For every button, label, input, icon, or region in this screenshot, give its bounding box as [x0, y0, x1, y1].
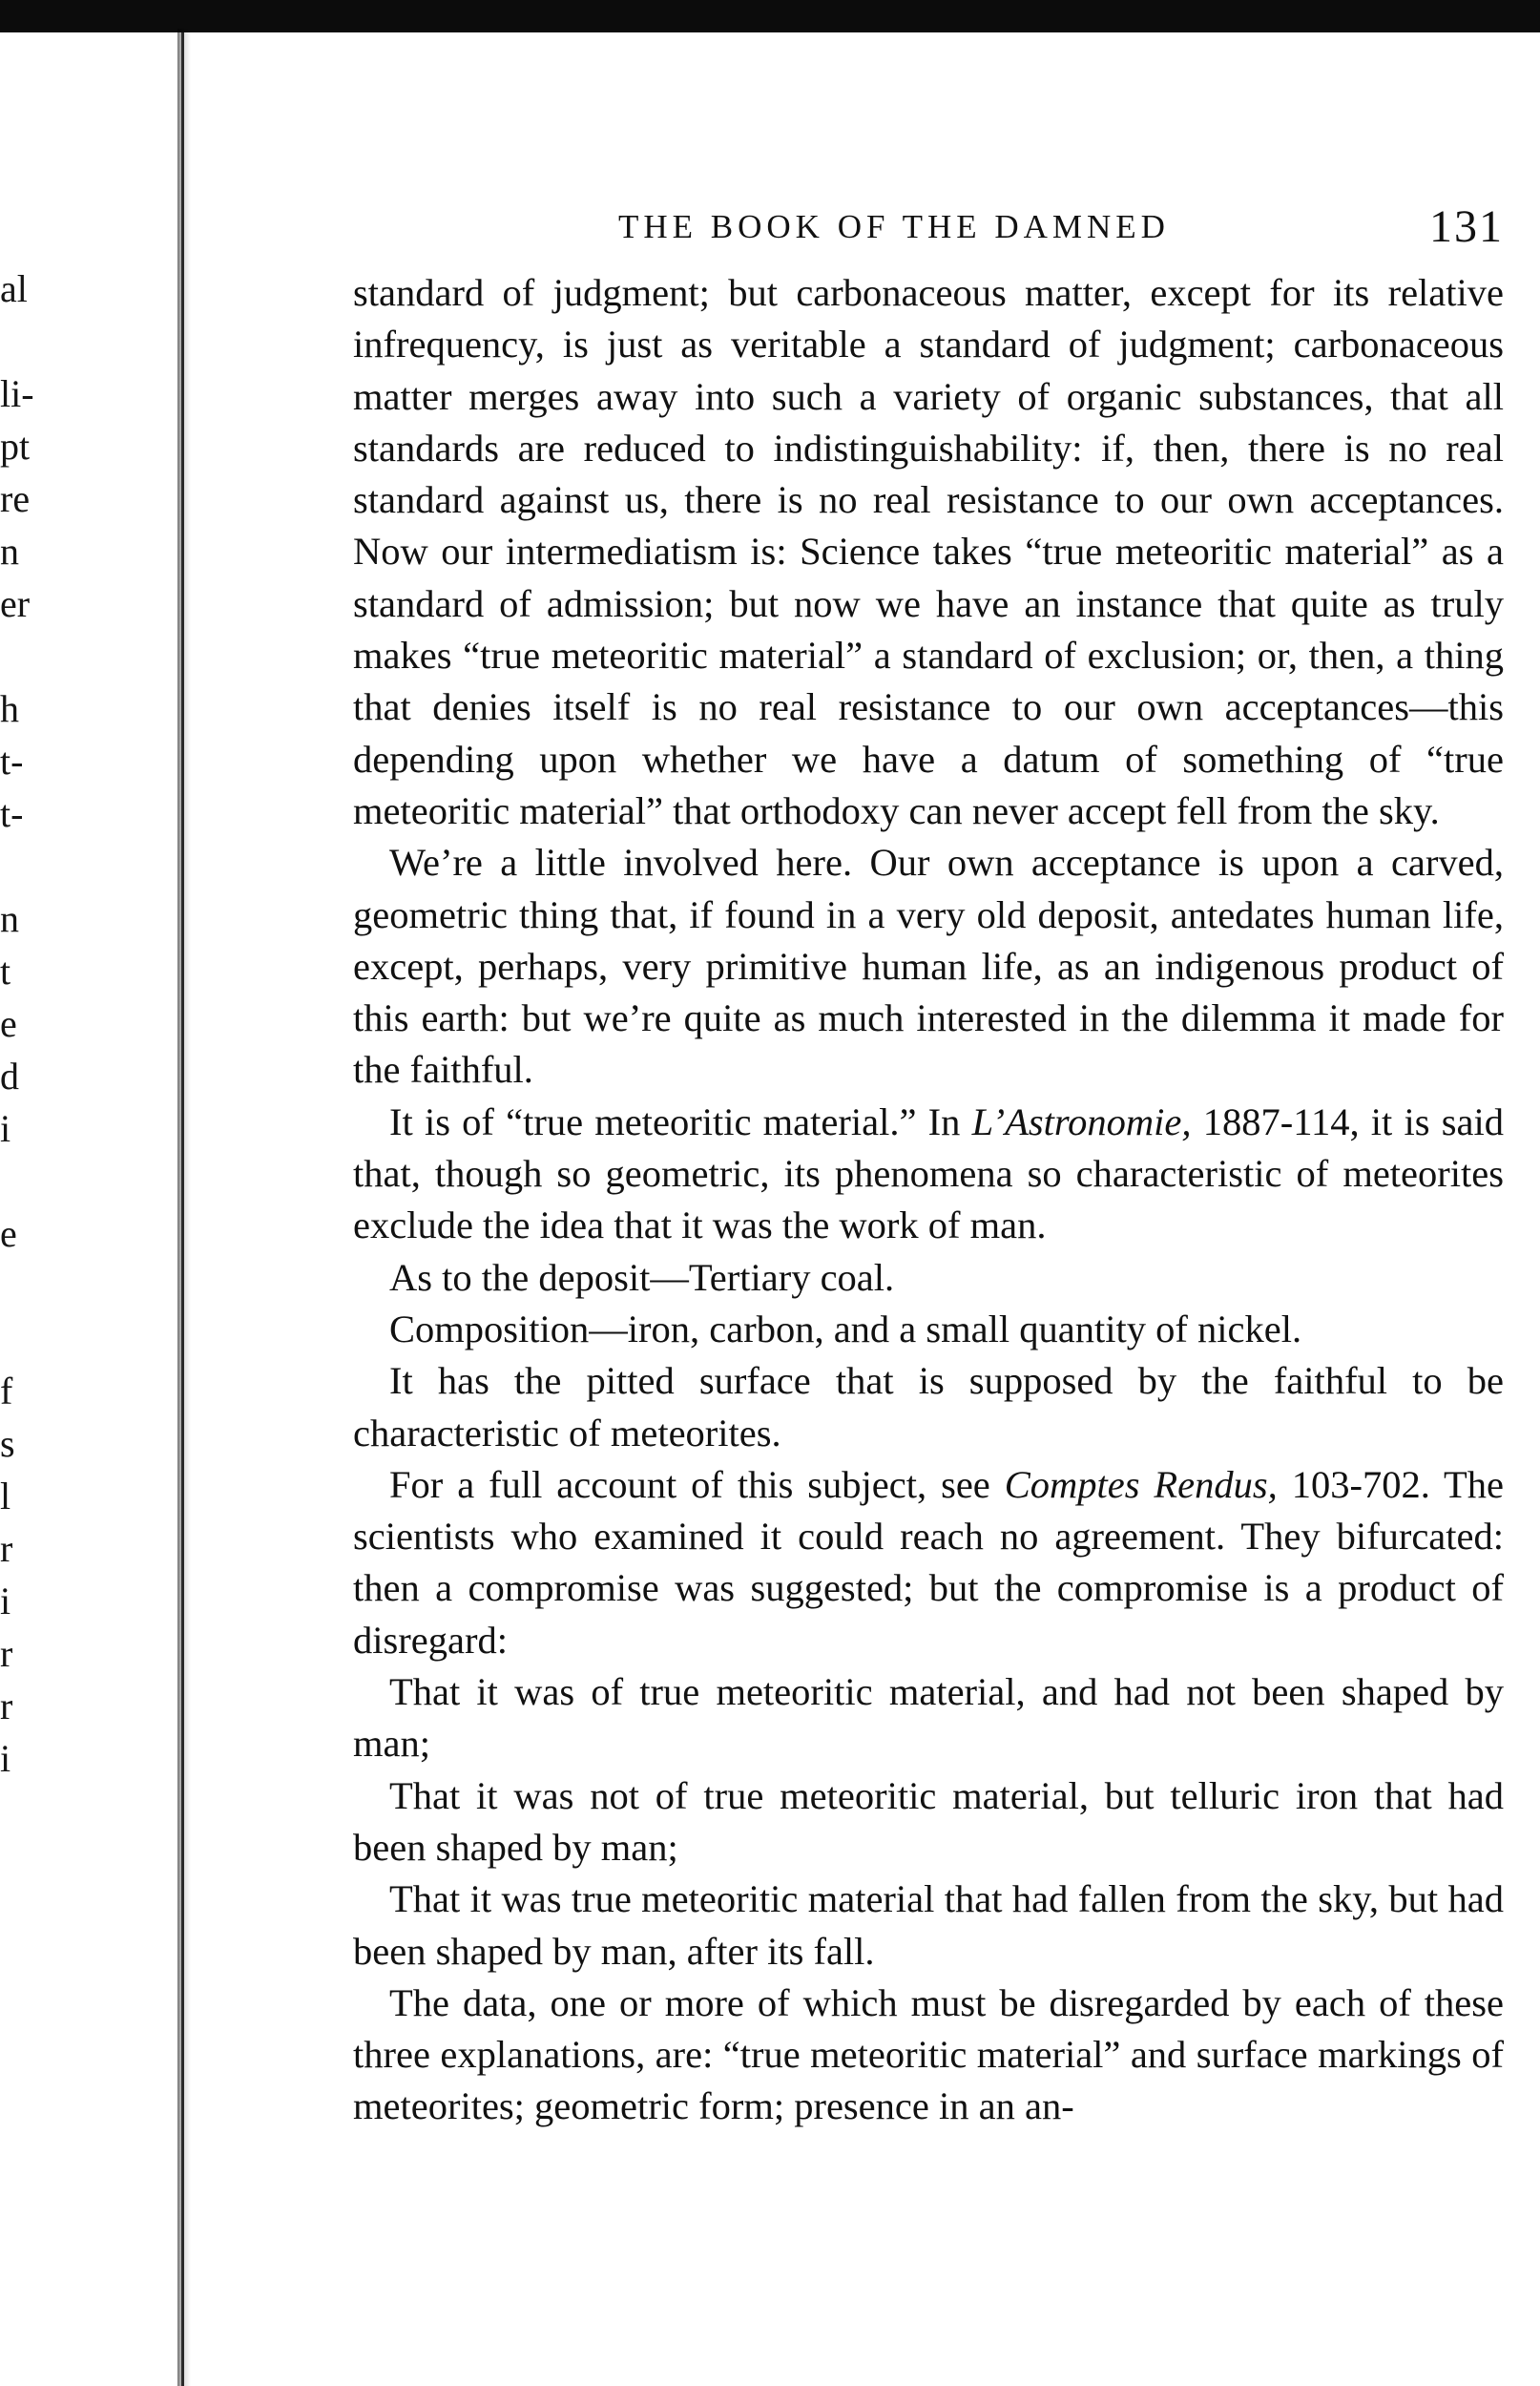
paragraph	[353, 1666, 1504, 1770]
paragraph-text: 103-702. The scientists who examined it could reach no agreement. They bifurcated: then a compromise was suggested; but the compromise is a product of disregard:	[353, 1462, 1504, 1662]
facing-page-fragment: al	[0, 267, 28, 310]
facing-page-fragment: r	[0, 1685, 13, 1727]
page-number: 131	[1429, 201, 1504, 252]
paragraph-text: As to the deposit—Tertiary coal.	[389, 1255, 895, 1299]
facing-page-fragment: li-	[0, 372, 34, 415]
body-text	[353, 267, 1504, 2133]
italic-citation: L’Astronomie,	[971, 1099, 1192, 1143]
facing-page-fragment: i	[0, 1580, 11, 1622]
facing-page-fragment: er	[0, 582, 31, 625]
book-gutter-shadow	[177, 29, 191, 2386]
paragraph	[353, 1097, 1504, 1252]
paragraph	[353, 1252, 1504, 1304]
paragraph	[353, 1304, 1504, 1355]
paragraph-text: That it was of true meteoritic material, and had not been shaped by man;	[353, 1670, 1504, 1766]
paragraph	[353, 1873, 1504, 1978]
scan-top-band	[0, 0, 1540, 32]
facing-page-fragment: n	[0, 530, 19, 573]
facing-page-edge	[0, 0, 177, 2386]
paragraph	[353, 267, 1504, 837]
paragraph	[353, 1459, 1504, 1666]
paragraph-text: The data, one or more of which must be disregarded by each of these three explanations, are: “true meteoritic material” and surface markings of meteorites; geometric form; presence in an an-	[353, 1980, 1504, 2128]
facing-page-fragment: re	[0, 477, 31, 520]
facing-page-fragment: r	[0, 1632, 13, 1675]
paragraph-text: We’re a little involved here. Our own acceptance is upon a carved, geometric thing that, if found in a very old deposit, antedates human life, except, perhaps, very primitive human life, as an indigenous product of this earth: but we’re quite as much interested in the dilemma it made for the faithful.	[353, 841, 1504, 1092]
facing-page-fragment: h	[0, 687, 19, 730]
paragraph-text: That it was not of true meteoritic material, but telluric iron that had been shaped by man;	[353, 1773, 1504, 1869]
running-head	[353, 200, 1504, 258]
paragraph	[353, 1770, 1504, 1874]
facing-page-fragment: e	[0, 1212, 17, 1255]
facing-page-fragment: e	[0, 1002, 17, 1045]
paragraph-text: For a full account of this subject, see	[389, 1462, 1005, 1506]
facing-page-fragment: t	[0, 950, 11, 993]
facing-page-fragment: l	[0, 1475, 11, 1517]
facing-page-fragment: s	[0, 1422, 15, 1465]
paragraph	[353, 837, 1504, 1096]
italic-citation: Comptes Rendus,	[1004, 1462, 1278, 1506]
facing-page-fragment: d	[0, 1055, 19, 1098]
facing-page-fragment: r	[0, 1527, 13, 1570]
paragraph-text: 1887-114, it is said that, though so geometric, its phenomena so characteristic of meteorites exclude the idea that it was the work of man.	[353, 1099, 1504, 1247]
paragraph	[353, 1355, 1504, 1459]
facing-page-fragment: i	[0, 1107, 11, 1150]
running-head-title: THE BOOK OF THE DAMNED	[618, 208, 1170, 245]
paragraph-text: It has the pitted surface that is supposed by the faithful to be characteristic of meteorites.	[353, 1359, 1504, 1455]
paragraph-text: standard of judgment; but carbonaceous matter, except for its relative infrequency, is just as veritable a standard of judgment; carbonaceous matter merges away into such a variety of organic substances, that all standards are reduced to indistinguishability: if, then, there is no real standard against us, there is no real resistance to our own acceptances. Now our intermediatism is: Science takes “true meteoritic material” as a standard of admission; but now we have an instance that quite as truly makes “true meteoritic material” a standard of exclusion; or, then, a thing that denies itself is no real resistance to our own acceptances—this depending upon whether we have a datum of something of “true meteoritic material” that orthodoxy can never accept fell from the sky.	[353, 271, 1504, 832]
facing-page-fragment: t-	[0, 740, 24, 783]
facing-page-fragment: i	[0, 1737, 11, 1780]
book-gutter-line	[181, 32, 184, 2386]
facing-page-fragment: f	[0, 1370, 13, 1413]
facing-page-fragment: n	[0, 897, 19, 940]
paragraph-text: That it was true meteoritic material that had fallen from the sky, but had been shaped by man, after its fall.	[353, 1877, 1504, 1973]
book-page	[353, 200, 1504, 2133]
paragraph	[353, 1978, 1504, 2133]
facing-page-fragment: pt	[0, 425, 31, 468]
paragraph-text: It is of “true meteoritic material.” In	[389, 1099, 972, 1143]
paragraph-text: Composition—iron, carbon, and a small quantity of nickel.	[389, 1307, 1302, 1350]
facing-page-fragment: t-	[0, 792, 24, 835]
